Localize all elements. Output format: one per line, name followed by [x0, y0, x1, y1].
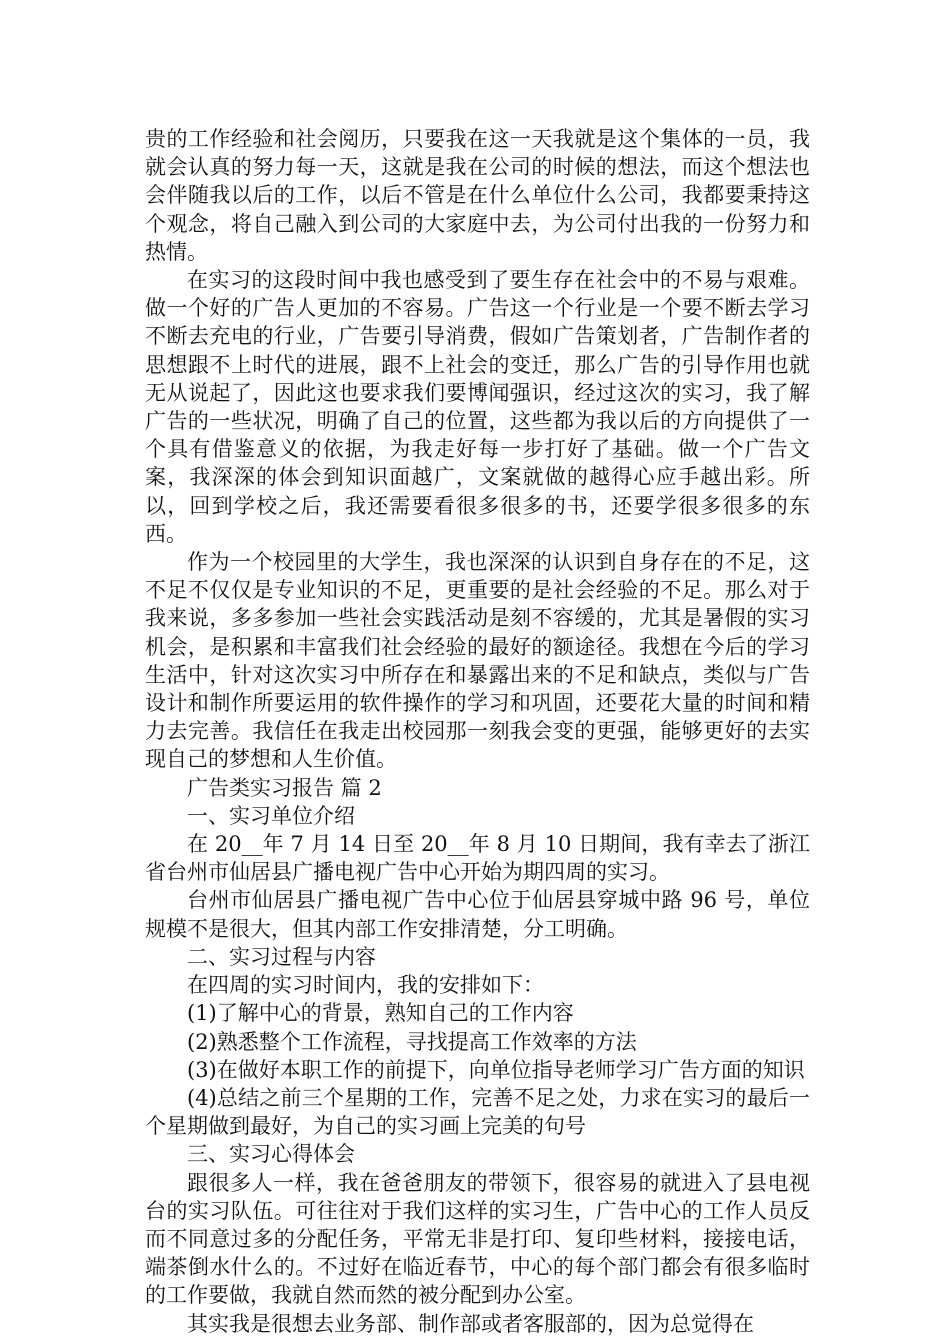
paragraph-1: 贵的工作经验和社会阅历，只要我在这一天我就是这个集体的一员，我就会认真的努力每一天，这就是我在公司的时候的想法，而这个想法也会伴随我以后的工作，以后不管是在什么单位什么公司，我都要秉持这个观念，将自己融入到公司的大家庭中去，为公司付出我的一份努力和热情。 [145, 127, 810, 264]
paragraph-schedule-intro: 在四周的实习时间内，我的安排如下： [187, 973, 544, 998]
heading-process-content: 二、实习过程与内容 [187, 944, 376, 969]
list-item-3: (3)在做好本职工作的前提下，向单位指导老师学习广告方面的知识 [187, 1057, 805, 1082]
paragraph-unit-location: 台州市仙居县广播电视广告中心位于仙居县穿城中路 96 号，单位规模不是很大，但其内部工作安排清楚，分工明确。 [145, 888, 810, 941]
paragraph-internship-period: 在 20__年 7 月 14 日至 20__年 8 月 10 日期间，我有幸去了浙江省台州市仙居县广播电视广告中心开始为期四周的实习。 [145, 832, 810, 885]
document-body [145, 125, 810, 1338]
heading-unit-intro: 一、实习单位介绍 [187, 803, 355, 828]
list-item-1: (1)了解中心的背景，熟知自己的工作内容 [187, 1001, 574, 1026]
list-item-2: (2)熟悉整个工作流程，寻找提高工作效率的方法 [187, 1029, 637, 1054]
paragraph-experience-2: 其实我是很想去业务部、制作部或者客服部的，因为总觉得在 [187, 1311, 754, 1336]
paragraph-3: 作为一个校园里的大学生，我也深深的认识到自身存在的不足，这不足不仅仅是专业知识的不足，更重要的是社会经验的不足。那么对于我来说，多多参加一些社会实践活动是刻不容缓的，尤其是暑假的实习机会，是积累和丰富我们社会经验的最好的额途径。我想在今后的学习生活中，针对这次实习中所存在和暴露出来的不足和缺点，类似与广告设计和制作所要运用的软件操作的学习和巩固，还要花大量的时间和精力去完善。我信任在我走出校园那一刻我会变的更强，能够更好的去实现自己的梦想和人生价值。 [145, 550, 810, 772]
section-heading-report-2: 广告类实习报告 篇 2 [187, 775, 382, 800]
paragraph-2: 在实习的这段时间中我也感受到了要生存在社会中的不易与艰难。做一个好的广告人更加的不容易。广告这一个行业是一个要不断去学习不断去充电的行业，广告要引导消费，假如广告策划者，广告制作者的思想跟不上时代的进展，跟不上社会的变迁，那么广告的引导作用也就无从说起了，因此这也要求我们要博闻强识，经过这次的实习，我了解广告的一些状况，明确了自己的位置，这些都为我以后的方向提供了一个具有借鉴意义的依据，为我走好每一步打好了基础。做一个广告文案，我深深的体会到知识面越广，文案就做的越得心应手越出彩。所以，回到学校之后，我还需要看很多很多的书，还要学很多很多的东西。 [145, 268, 810, 546]
paragraph-experience-1: 跟很多人一样，我在爸爸朋友的带领下，很容易的就进入了县电视台的实习队伍。可往往对于我们这样的实习生，广告中心的工作人员反而不同意过多的分配任务，平常无非是打印、复印些材料，接接电话，端茶倒水什么的。不过好在临近春节，中心的每个部门都会有很多临时的工作要做，我就自然而然的被分配到办公室。 [145, 1170, 810, 1308]
heading-experience: 三、实习心得体会 [187, 1142, 355, 1167]
list-item-4: (4)总结之前三个星期的工作，完善不足之处，力求在实习的最后一个星期做到最好，为自己的实习画上完美的句号 [145, 1085, 810, 1139]
